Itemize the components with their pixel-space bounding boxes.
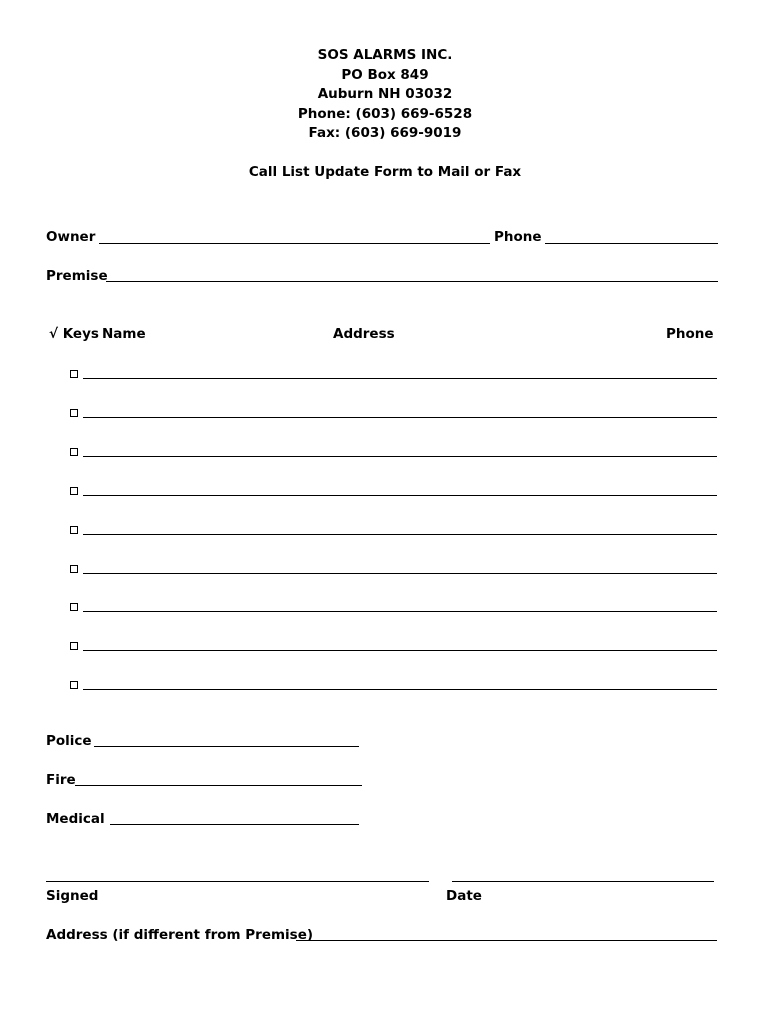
keys-checkbox[interactable] [70, 370, 78, 378]
company-phone: Phone: (603) 669-6528 [297, 105, 473, 122]
alt-address-field[interactable] [296, 940, 717, 941]
keys-checkbox[interactable] [70, 409, 78, 417]
keys-checkbox[interactable] [70, 681, 78, 689]
company-fax: Fax: (603) 669-9019 [308, 125, 462, 141]
signed-label: Signed [46, 888, 99, 904]
owner-field[interactable] [99, 243, 490, 244]
medical-field[interactable] [110, 824, 359, 825]
contact-row-line[interactable] [83, 611, 717, 612]
owner-phone-field[interactable] [545, 243, 718, 244]
alt-address-label: Address (if different from Premise) [46, 927, 314, 943]
keys-checkbox[interactable] [70, 448, 78, 456]
premise-label: Premise [46, 268, 108, 284]
contact-row-line[interactable] [83, 689, 717, 690]
keys-checkbox[interactable] [70, 487, 78, 495]
keys-checkbox[interactable] [70, 603, 78, 611]
premise-field[interactable] [106, 281, 718, 282]
contact-row-line[interactable] [83, 650, 717, 651]
owner-label: Owner [46, 229, 96, 245]
keys-checkbox[interactable] [70, 526, 78, 534]
contact-row-line[interactable] [83, 573, 717, 574]
police-field[interactable] [94, 746, 359, 747]
company-city: Auburn NH 03032 [317, 86, 453, 102]
contact-row-line[interactable] [83, 534, 717, 535]
contact-row-line[interactable] [83, 378, 717, 379]
fire-field[interactable] [75, 785, 362, 786]
company-name: SOS ALARMS INC. [317, 47, 453, 63]
date-field[interactable] [452, 881, 714, 882]
form-title: Call List Update Form to Mail or Fax [248, 164, 522, 180]
signature-field[interactable] [46, 881, 429, 882]
fire-label: Fire [46, 772, 76, 788]
contact-row-line[interactable] [83, 495, 717, 496]
date-label: Date [446, 888, 482, 904]
company-po-box: PO Box 849 [341, 66, 429, 83]
contact-row-line[interactable] [83, 456, 717, 457]
keys-checkbox[interactable] [70, 642, 78, 650]
name-header: Name [102, 326, 146, 342]
contact-row-line[interactable] [83, 417, 717, 418]
keys-header: √ Keys [49, 326, 99, 342]
owner-phone-label: Phone [494, 229, 542, 245]
address-header: Address [333, 326, 395, 342]
medical-label: Medical [46, 811, 105, 827]
phone-header: Phone [666, 326, 714, 342]
keys-checkbox[interactable] [70, 565, 78, 573]
police-label: Police [46, 733, 92, 749]
company-header [0, 46, 770, 144]
